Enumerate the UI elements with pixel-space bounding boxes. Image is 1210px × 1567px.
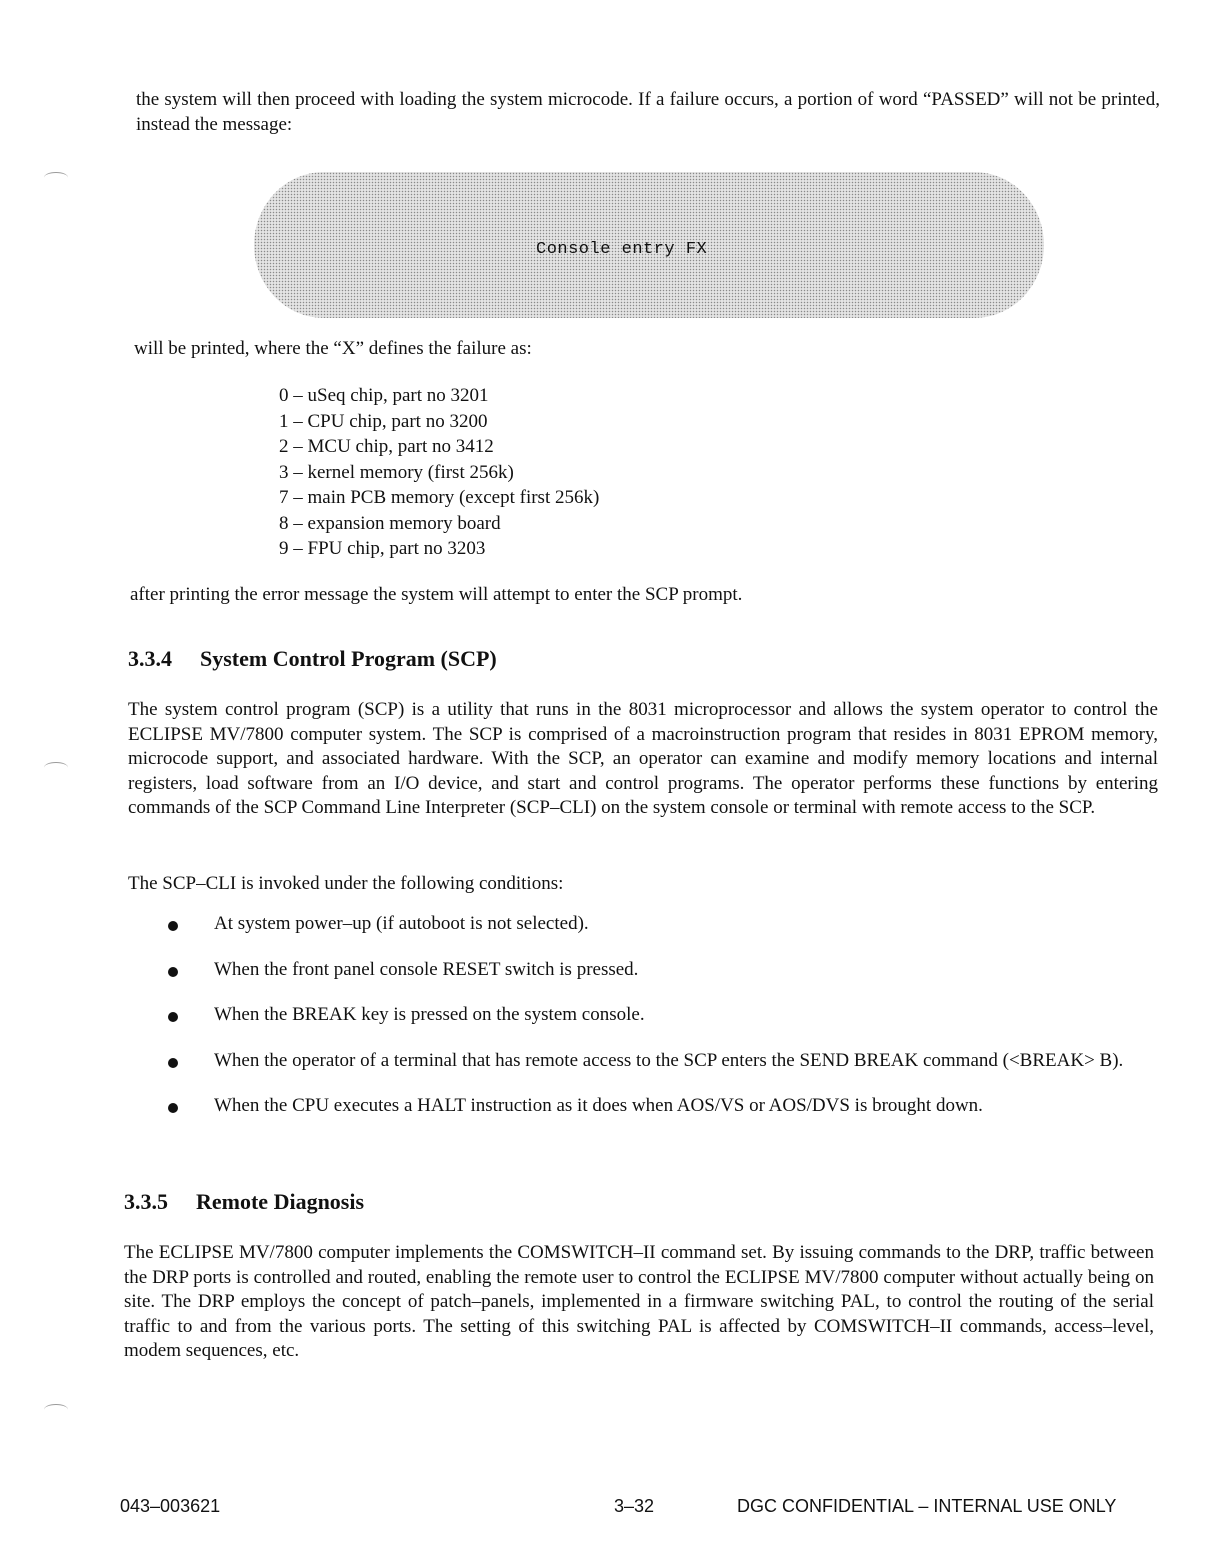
intro-paragraph: the system will then proceed with loading the system microcode. If a failure occurs, a portion of word “PASSED” will not be printed, instead the message:: [136, 89, 1160, 135]
failure-code-item: 2 – MCU chip, part no 3412: [279, 436, 494, 457]
failure-code-item: 8 – expansion memory board: [279, 512, 501, 534]
section-title: Remote Diagnosis: [196, 1189, 365, 1214]
section-heading-remote: [124, 1190, 364, 1215]
footer-classification: DGC CONFIDENTIAL – INTERNAL USE ONLY: [737, 1496, 1117, 1516]
condition-item: At system power–up (if autoboot is not selected).: [168, 912, 1156, 937]
punch-hole-mark: [44, 172, 68, 183]
failure-code-list: [279, 383, 599, 562]
scp-conditions-list: [168, 912, 1156, 1140]
bullet-icon: [168, 967, 178, 977]
bullet-icon: [168, 1012, 178, 1022]
section-number: 3.3.5: [124, 1189, 168, 1214]
punch-hole-mark: [44, 762, 68, 773]
bullet-icon: [168, 921, 178, 931]
failure-code-item: 7 – main PCB memory (except first 256k): [279, 487, 600, 508]
remote-diagnosis-paragraph: The ECLIPSE MV/7800 computer implements the COMSWITCH–II command set. By issuing commands to the DRP, traffic between the DRP ports is controlled and routed, enabling the remote user to control the ECLIPSE MV/7800 computer without actually being on site. The DRP employs the concept of patch–panels, implemented in a firmware switching PAL, to control the routing of the serial traffic to and from the various ports. The setting of this switching PAL is affected by COMSWITCH–II commands, access–level, modem sequences, etc.: [124, 1242, 1154, 1361]
condition-item: When the BREAK key is pressed on the system console.: [168, 1003, 1156, 1028]
section-heading-scp: [128, 647, 497, 672]
scp-description-paragraph: The system control program (SCP) is a utility that runs in the 8031 microprocessor and allows the system operator to control the ECLIPSE MV/7800 computer system. The SCP is comprised of a macroinstruction program that resides in 8031 EPROM memory, microcode support, and associated hardware. With the SCP, an operator can examine and modify memory locations and internal registers, load software from an I/O device, and start and control programs. The operator performs these functions by entering commands of the SCP Command Line Interpreter (SCP–CLI) on the system console or terminal with remote access to the SCP.: [128, 699, 1158, 818]
section-number: 3.3.4: [128, 646, 172, 671]
footer-page-number: 3–32: [614, 1496, 655, 1516]
failure-intro-text: will be printed, where the “X” defines the failure as:: [134, 338, 532, 359]
failure-code-item: 3 – kernel memory (first 256k): [279, 461, 514, 483]
bullet-icon: [168, 1058, 178, 1068]
condition-item: When the operator of a terminal that has remote access to the SCP enters the SEND BREAK command (<BREAK> B).: [168, 1049, 1156, 1074]
footer-doc-number: 043–003621: [120, 1496, 221, 1516]
condition-item: When the front panel console RESET switch is pressed.: [168, 958, 1156, 983]
failure-code-item: 9 – FPU chip, part no 3203: [279, 538, 486, 559]
section-title: System Control Program (SCP): [200, 646, 497, 671]
failure-code-item: 1 – CPU chip, part no 3200: [279, 410, 488, 432]
condition-item: When the CPU executes a HALT instruction as it does when AOS/VS or AOS/DVS is brought down.: [168, 1094, 1156, 1119]
bullet-icon: [168, 1103, 178, 1113]
after-codes-text: after printing the error message the system will attempt to enter the SCP prompt.: [130, 584, 743, 605]
console-message: Console entry FX: [536, 240, 708, 259]
scp-conditions-intro: The SCP–CLI is invoked under the following conditions:: [128, 873, 564, 894]
failure-code-item: 0 – uSeq chip, part no 3201: [279, 385, 489, 406]
punch-hole-mark: [44, 1404, 68, 1415]
